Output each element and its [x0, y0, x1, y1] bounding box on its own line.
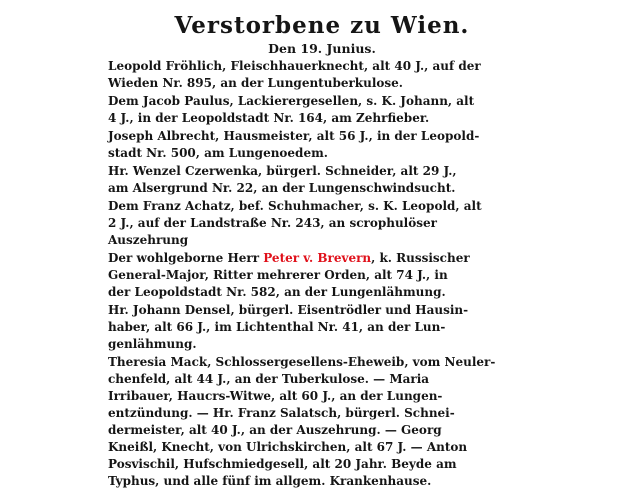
entry-line: genlähmung.: [108, 337, 197, 351]
entry-line: Irribauer, Haucrs-Witwe, alt 60 J., an der Lungen-: [108, 389, 443, 403]
entry-line: Joseph Albrecht, Hausmeister, alt 56 J., in der Leopold-: [108, 129, 480, 143]
death-notice-entry: [108, 198, 540, 249]
page-title: Verstorbene zu Wien.: [174, 12, 470, 39]
death-notice-entry: [108, 354, 540, 490]
death-notice-entry: [108, 250, 540, 301]
entry-line: [108, 250, 540, 267]
entry-line: Kneißl, Knecht, von Ulrichskirchen, alt 67 J. — Anton: [108, 440, 468, 454]
death-notice-entry: [108, 128, 540, 162]
entry-line: Theresia Mack, Schlossergesellens-Eheweib, vom Neuler-: [108, 355, 496, 369]
entry-line: chenfeld, alt 44 J., an der Tuberkulose. — Maria: [108, 372, 430, 386]
entry-line: Dem Franz Achatz, bef. Schuhmacher, s. K. Leopold, alt: [108, 199, 482, 213]
highlighted-name: Peter v. Brevern: [263, 251, 372, 265]
entry-line: haber, alt 66 J., im Lichtenthal Nr. 41, an der Lun-: [108, 320, 446, 334]
death-notices: [108, 58, 540, 490]
entry-line: der Leopoldstadt Nr. 582, an der Lungenlähmung.: [108, 285, 446, 299]
entry-line: Hr. Johann Densel, bürgerl. Eisentrödler und Hausin-: [108, 303, 469, 317]
date-heading: Den 19. Junius.: [268, 41, 376, 56]
entry-line: Leopold Fröhlich, Fleischhauerknecht, alt 40 J., auf der: [108, 59, 481, 73]
entry-line: stadt Nr. 500, am Lungenoedem.: [108, 146, 328, 160]
entry-line: am Alsergrund Nr. 22, an der Lungenschwindsucht.: [108, 181, 456, 195]
entry-prefix: Der wohlgeborne Herr: [108, 251, 264, 265]
entry-line: 2 J., auf der Landstraße Nr. 243, an scrophulöser: [108, 216, 437, 230]
entry-line: 4 J., in der Leopoldstadt Nr. 164, am Zehrfieber.: [108, 111, 430, 125]
entry-line: Typhus, und alle fünf im allgem. Krankenhause.: [108, 474, 432, 488]
death-notice-entry: [108, 302, 540, 353]
entry-line: entzündung. — Hr. Franz Salatsch, bürgerl. Schnei-: [108, 406, 455, 420]
death-notice-entry: [108, 58, 540, 92]
entry-line: General-Major, Ritter mehrerer Orden, alt 74 J., in: [108, 268, 448, 282]
entry-line: Wieden Nr. 895, an der Lungentuberkulose.: [108, 76, 403, 90]
death-notice-entry: [108, 93, 540, 127]
entry-line: Posvischil, Hufschmiedgesell, alt 20 Jahr. Beyde am: [108, 457, 457, 471]
entry-line: Hr. Wenzel Czerwenka, bürgerl. Schneider, alt 29 J.,: [108, 164, 457, 178]
death-notice-entry: [108, 163, 540, 197]
entry-line: Auszehrung: [108, 233, 189, 247]
entry-line: dermeister, alt 40 J., an der Auszehrung. — Georg: [108, 423, 442, 437]
entry-line: Dem Jacob Paulus, Lackierergesellen, s. K. Johann, alt: [108, 94, 475, 108]
entry-suffix: , k. Russischer: [371, 251, 470, 265]
